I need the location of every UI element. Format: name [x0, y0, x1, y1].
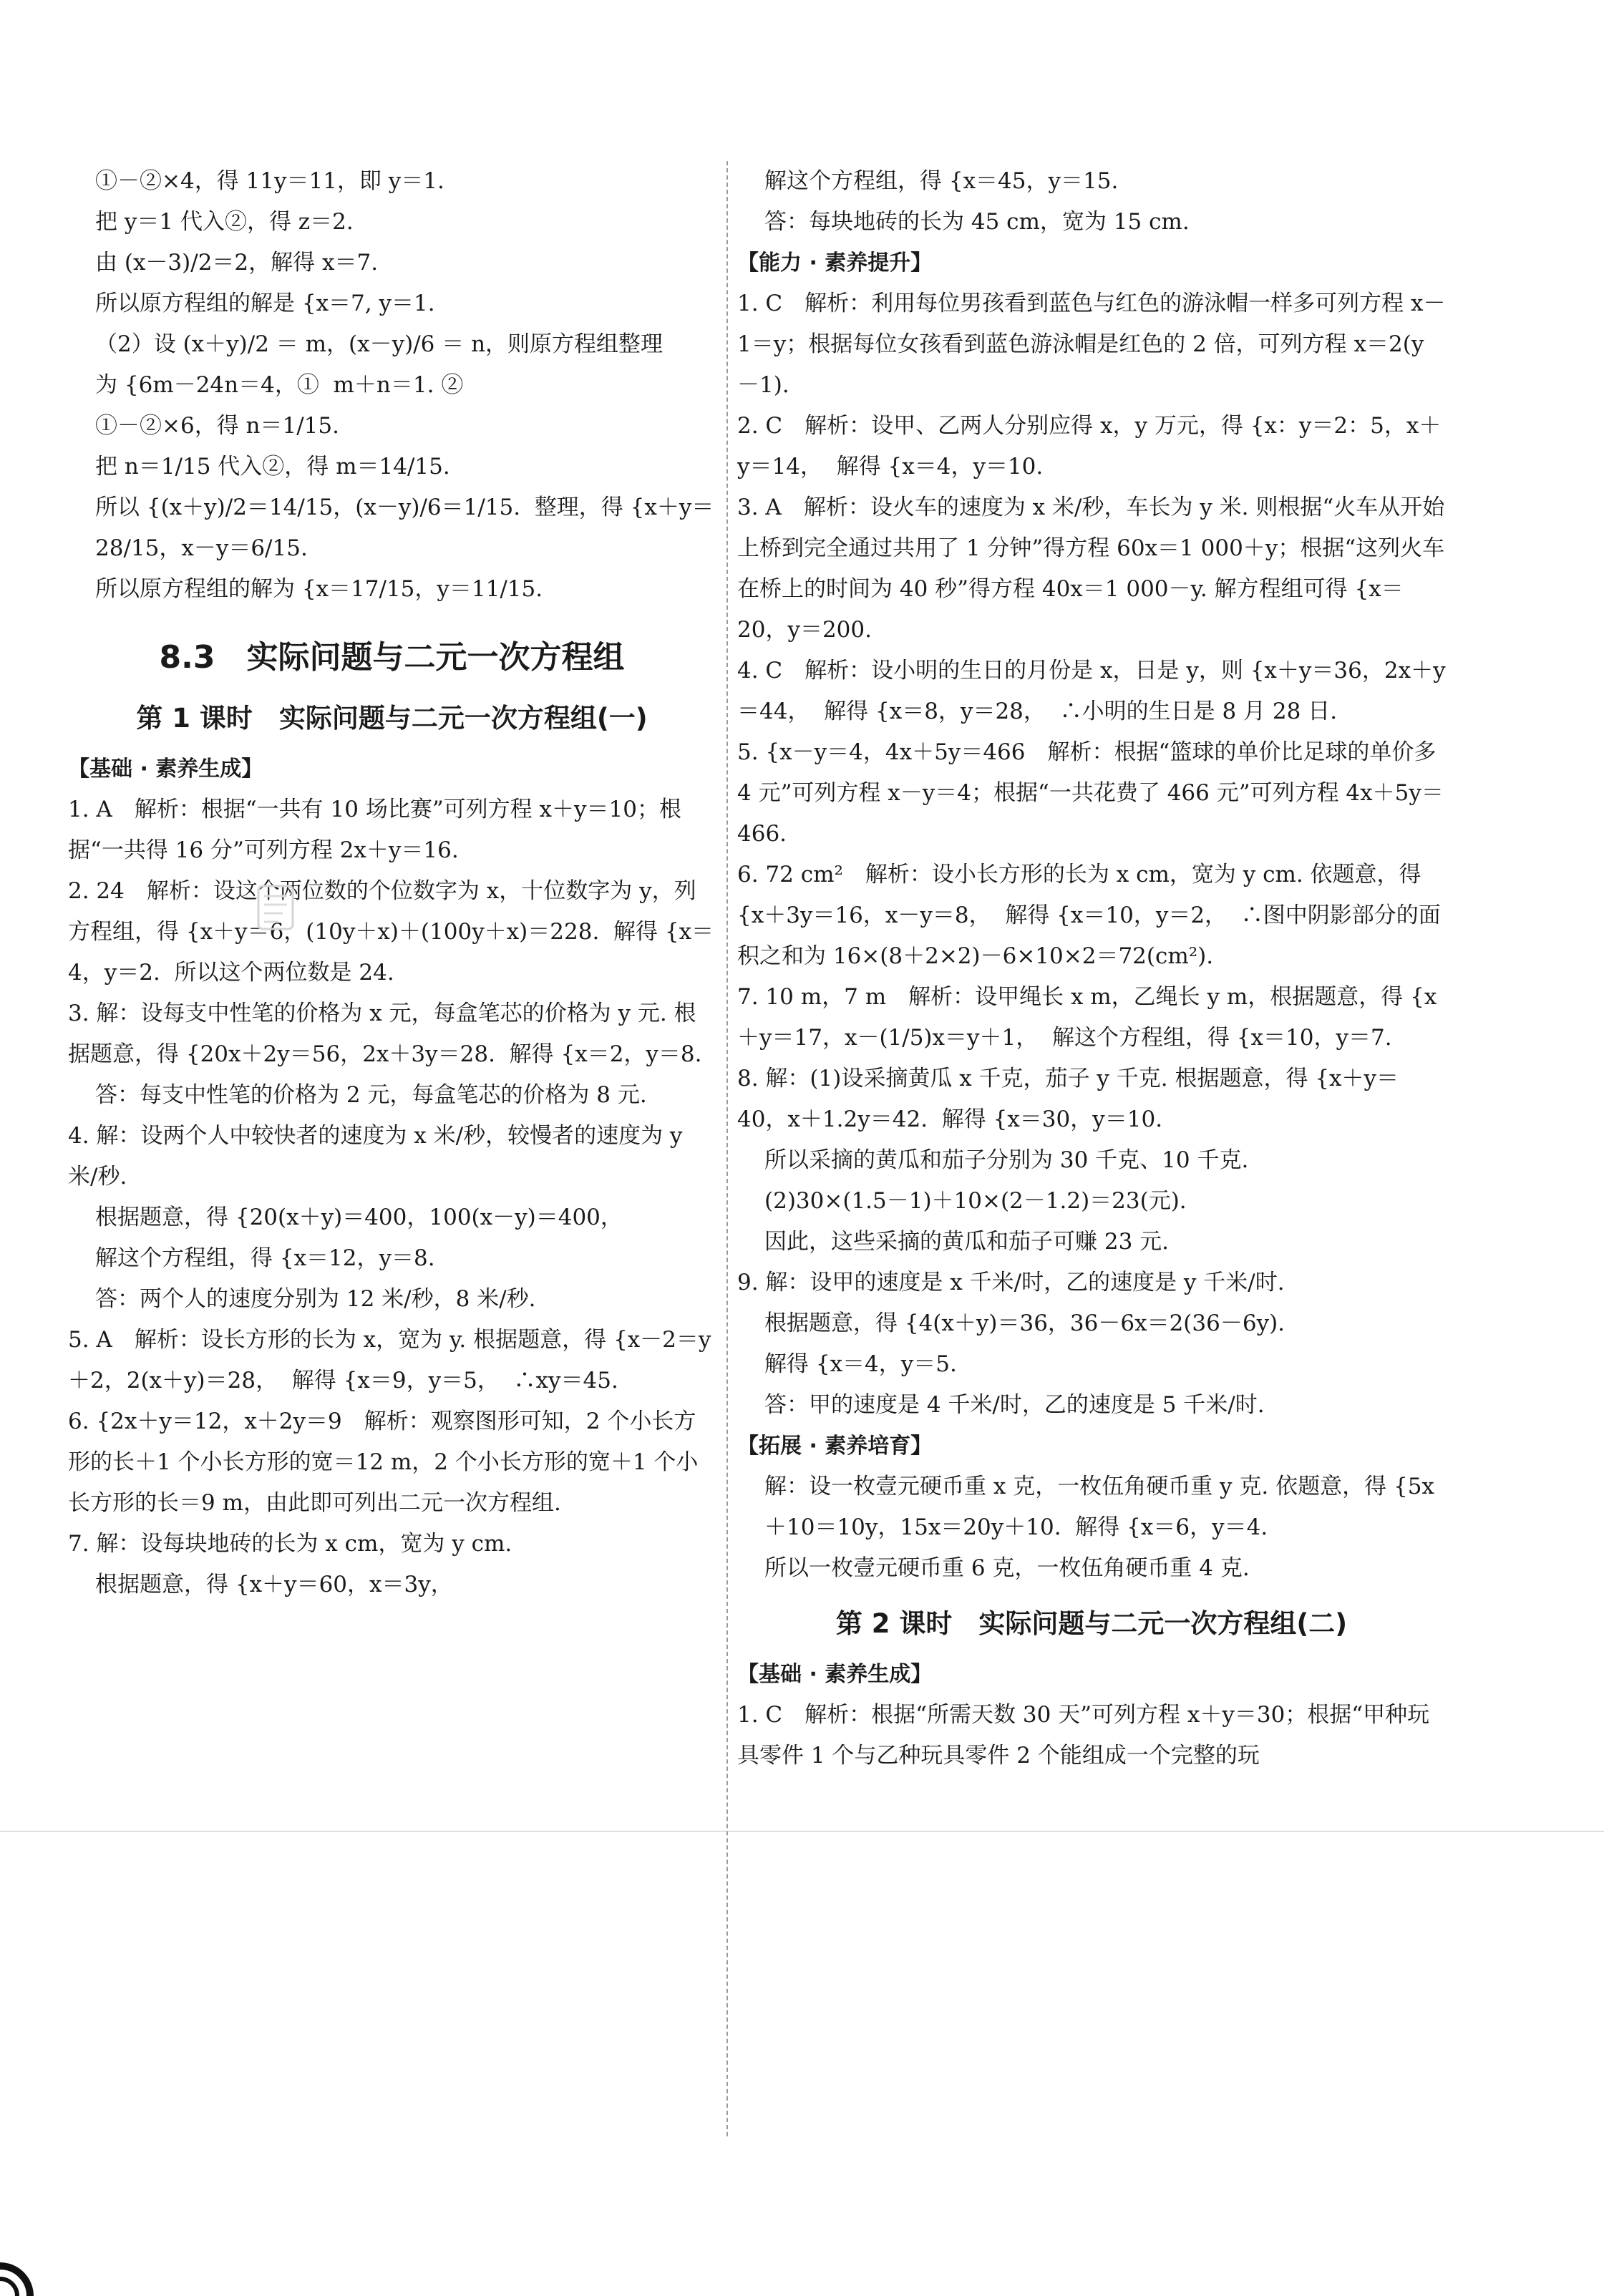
answer-item: 9. 解：设甲的速度是 x 千米/时，乙的速度是 y 千米/时. — [737, 1270, 1285, 1295]
answer-item: 根据题意，得 {4(x＋y)＝36，36－6x＝2(36－6y). — [764, 1310, 1285, 1336]
text-line: 答：每块地砖的长为 45 cm，宽为 15 cm. — [764, 209, 1190, 235]
answer-item: 答：两个人的速度分别为 12 米/秒，8 米/秒. — [95, 1286, 536, 1312]
extend-tag: 【拓展 · 素养培育】 — [737, 1434, 933, 1459]
answer-item: 8. 解：(1)设采摘黄瓜 x 千克，茄子 y 千克. 根据题意，得 {x＋y＝40，x＋1.2y＝42. 解得 {x＝30，y＝10. — [737, 1066, 1399, 1132]
answer-item: 解这个方程组，得 {x＝12，y＝8. — [95, 1245, 435, 1271]
answer-item: 答：甲的速度是 4 千米/时，乙的速度是 5 千米/时. — [764, 1392, 1265, 1418]
text-line: 所以原方程组的解是 {x＝7, y＝1. — [95, 291, 435, 316]
answer-item: 根据题意，得 {x＋y＝60，x＝3y， — [95, 1572, 453, 1597]
text-line: 为 {6m－24n＝4，① m＋n＝1. ② — [95, 372, 464, 398]
column-divider — [726, 161, 728, 2136]
text-line: 把 y＝1 代入②，得 z＝2. — [95, 209, 354, 235]
answer-item: 根据题意，得 {20(x＋y)＝400，100(x－y)＝400， — [95, 1205, 623, 1230]
lesson-title: 第 1 课时 实际问题与二元一次方程组(一) — [136, 703, 648, 734]
answer-item: 1. C 解析：利用每位男孩看到蓝色与红色的游泳帽一样多可列方程 x－1＝y；根据每位女孩看到蓝色游泳帽是红色的 2 倍，可列方程 x＝2(y－1). — [737, 291, 1446, 398]
answer-item: (2)30×(1.5－1)＋10×(2－1.2)＝23(元). — [764, 1188, 1187, 1214]
answer-item: 因此，这些采摘的黄瓜和茄子可赚 23 元. — [764, 1229, 1170, 1255]
right-column — [737, 161, 1446, 1776]
answer-item: 解：设一枚壹元硬币重 x 克，一枚伍角硬币重 y 克. 依题意，得 {5x＋10＝10y，15x＝20y＋10. 解得 {x＝6，y＝4. — [764, 1474, 1434, 1540]
answer-item: 3. A 解析：设火车的速度为 x 米/秒，车长为 y 米. 则根据“火车从开始上桥到完全通过共用了 1 分钟”得方程 60x＝1 000＋y；根据“这列火车在桥上的时间为 40 秒”得方程 40x＝1 000－y. 解方程组可得 {x＝20，y＝200. — [737, 495, 1445, 643]
answer-item: 6. 72 cm² 解析：设小长方形的长为 x cm，宽为 y cm. 依题意，得 {x＋3y＝16，x－y＝8， 解得 {x＝10，y＝2， ∴图中阴影部分的面积之和为 16×(8＋2×2)－6×10×2＝72(cm²). — [737, 862, 1441, 969]
answer-item: 所以一枚壹元硬币重 6 克，一枚伍角硬币重 4 克. — [764, 1555, 1250, 1581]
fold-line — [0, 1831, 1604, 1832]
answer-item: 4. C 解析：设小明的生日的月份是 x，日是 y，则 {x＋y＝36，2x＋y＝44， 解得 {x＝8，y＝28， ∴小明的生日是 8 月 28 日. — [737, 658, 1446, 724]
text-line: ①－②×4，得 11y＝11，即 y＝1. — [95, 168, 444, 194]
answer-item: 1. C 解析：根据“所需天数 30 天”可列方程 x＋y＝30；根据“甲种玩具零件 1 个与乙种玩具零件 2 个能组成一个完整的玩 — [737, 1702, 1430, 1769]
answer-item: 2. C 解析：设甲、乙两人分别应得 x，y 万元，得 {x：y＝2：5，x＋y＝14， 解得 {x＝4，y＝10. — [737, 413, 1442, 480]
answer-item: 解得 {x＝4，y＝5. — [764, 1351, 957, 1377]
answer-item: 5. A 解析：设长方形的长为 x，宽为 y. 根据题意，得 {x－2＝y＋2，2(x＋y)＝28， 解得 {x＝9，y＝5， ∴xy＝45. — [68, 1327, 711, 1393]
answer-item: 3. 解：设每支中性笔的价格为 x 元，每盒笔芯的价格为 y 元. 根据题意，得 {20x＋2y＝56，2x＋3y＝28. 解得 {x＝2，y＝8. — [68, 1001, 702, 1067]
answer-item: 4. 解：设两个人中较快者的速度为 x 米/秒，较慢者的速度为 y 米/秒. — [68, 1123, 690, 1190]
answer-item: 所以采摘的黄瓜和茄子分别为 30 千克、10 千克. — [764, 1147, 1249, 1173]
text-line: 由 (x－3)/2＝2，解得 x＝7. — [95, 250, 379, 276]
watermark-stamp-icon — [254, 880, 297, 935]
lesson-title: 第 2 课时 实际问题与二元一次方程组(二) — [835, 1608, 1348, 1639]
answer-item: 1. A 解析：根据“一共有 10 场比赛”可列方程 x＋y＝10；根据“一共得 16 分”可列方程 2x＋y＝16. — [68, 797, 681, 863]
basic-tag: 【基础 · 素养生成】 — [737, 1662, 933, 1687]
section-title: 8.3 实际问题与二元一次方程组 — [159, 639, 625, 676]
left-column — [68, 161, 716, 1605]
answer-item: 7. 解：设每块地砖的长为 x cm，宽为 y cm. — [68, 1531, 512, 1557]
ability-tag: 【能力 · 素养提升】 — [737, 250, 933, 276]
text-line: 把 n＝1/15 代入②，得 m＝14/15. — [95, 454, 450, 480]
text-line: ①－②×6，得 n＝1/15. — [95, 413, 339, 439]
text-line: 所以 {(x＋y)/2＝14/15，(x－y)/6＝1/15. 整理，得 {x＋y＝28/15，x－y＝6/15. — [95, 495, 714, 561]
text-line: （2）设 (x＋y)/2 ＝ m，(x－y)/6 ＝ n，则原方程组整理 — [95, 331, 664, 357]
text-line: 解这个方程组，得 {x＝45，y＝15. — [764, 168, 1119, 194]
text-line: 所以原方程组的解为 {x＝17/15，y＝11/15. — [95, 576, 543, 602]
basic-tag: 【基础 · 素养生成】 — [68, 757, 263, 782]
answer-item: 2. 24 解析：设这个两位数的个位数字为 x，十位数字为 y，列方程组，得 {x＋y＝6，(10y＋x)＋(100y＋x)＝228. 解得 {x＝4，y＝2. 所以这个两位数是 24. — [68, 878, 714, 986]
answer-item: 7. 10 m，7 m 解析：设甲绳长 x m，乙绳长 y m，根据题意，得 {x＋y＝17，x－(1/5)x＝y＋1， 解这个方程组，得 {x＝10，y＝7. — [737, 984, 1437, 1051]
answer-item: 5. {x－y＝4，4x＋5y＝466 解析：根据“篮球的单价比足球的单价多 4 元”可列方程 x－y＝4；根据“一共花费了 466 元”可列方程 4x＋5y＝466. — [737, 739, 1444, 847]
page-corner-mark-icon — [0, 2247, 54, 2296]
answer-item: 答：每支中性笔的价格为 2 元，每盒笔芯的价格为 8 元. — [95, 1082, 647, 1108]
answer-item: 6. {2x＋y＝12，x＋2y＝9 解析：观察图形可知，2 个小长方形的长＋1 个小长方形的宽＝12 m，2 个小长方形的宽＋1 个小长方形的长＝9 m，由此即可列出二元一次方程组. — [68, 1409, 699, 1516]
